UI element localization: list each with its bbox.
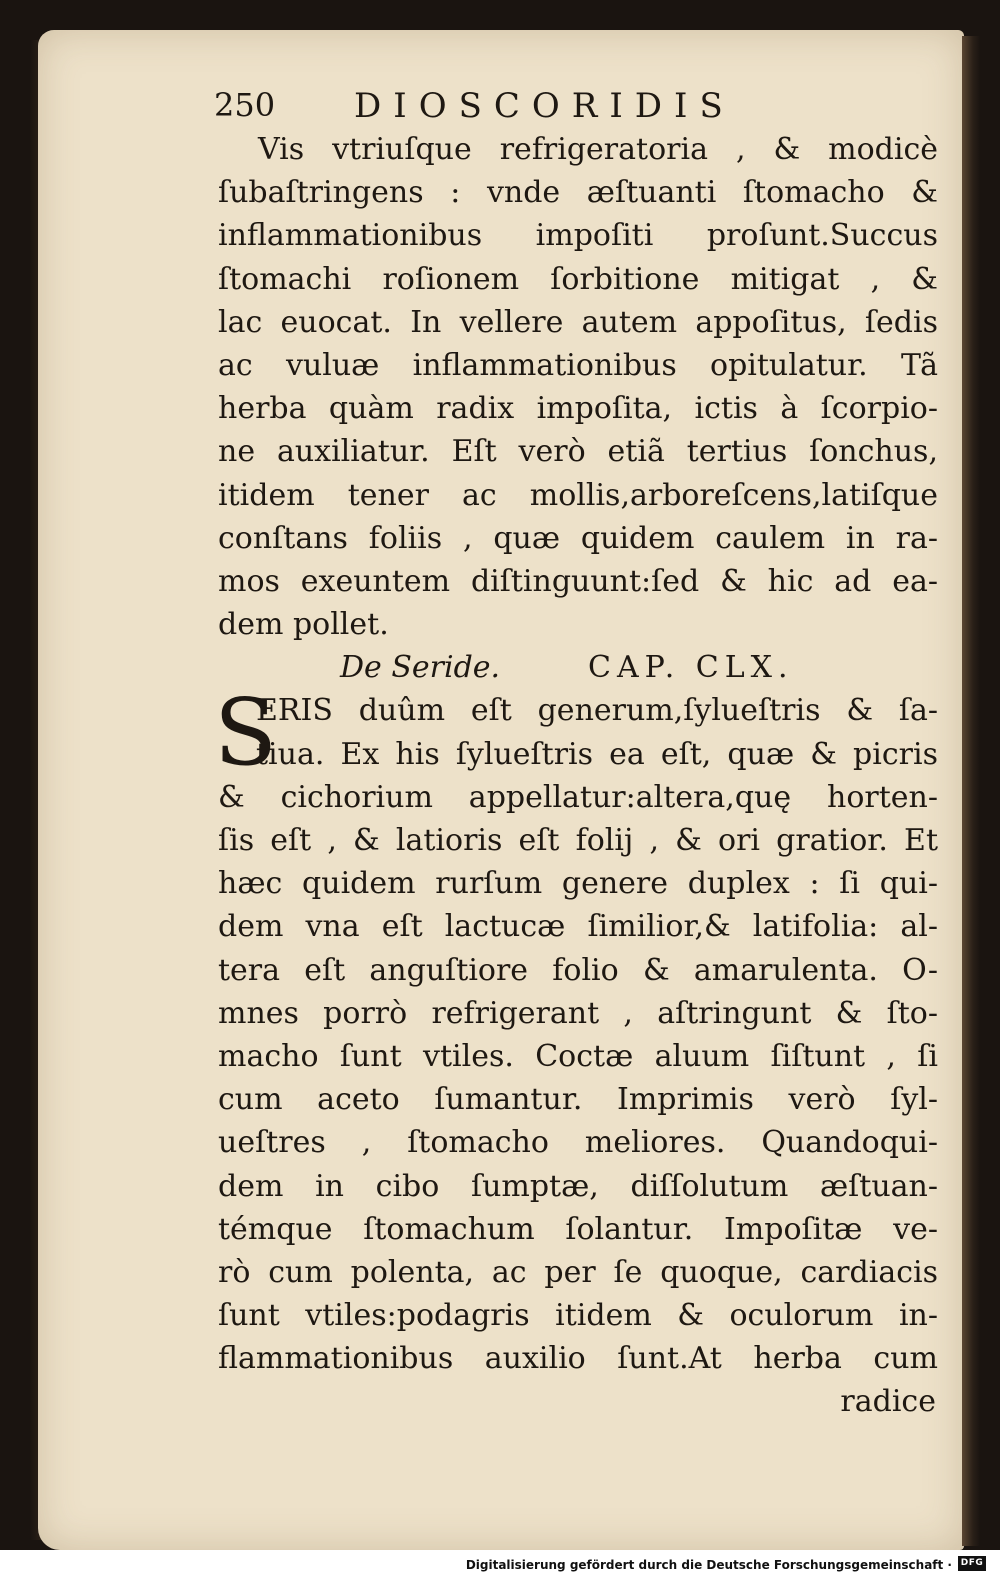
text-line: dem pollet. (218, 607, 389, 643)
text-line: témque ſtomachum ſolantur. Impoſitæ ve- (218, 1211, 938, 1247)
text-line: ueſtres , ſtomacho meliores. Quandoqui- (218, 1125, 938, 1161)
text-line: ERIS duûm eſt generum,ſylueſtris & ſa- (256, 693, 938, 729)
catchword: radice (840, 1384, 936, 1420)
text-line: ſunt vtiles:podagris itidem & oculorum in- (218, 1298, 938, 1334)
page-number: 250 (214, 86, 276, 124)
paragraph-1 (218, 128, 938, 646)
funding-notice: Digitalisierung gefördert durch die Deutsche Forschungsgemeinschaft · (465, 1558, 952, 1572)
drop-initial: S (214, 679, 278, 787)
chapter-number: CAP. CLX. (588, 650, 794, 686)
text-line: ſis eſt , & latioris eſt folij , & ori gratior. Et (218, 823, 938, 858)
text-line: dem vna eſt lactucæ ſimilior,& latifolia: al- (218, 909, 938, 945)
text-line: & cichorium appellatur:altera,quę horten- (218, 779, 938, 815)
text-line: conſtans foliis , quæ quidem caulem in ra- (218, 520, 938, 556)
text-line: macho ſunt vtiles. Coctæ aluum ſiſtunt , ſi (218, 1038, 938, 1074)
text-line: herba quàm radix impoſita, ictis à ſcorpio- (218, 391, 938, 427)
dfg-logo-icon: DFG (958, 1556, 986, 1571)
text-line: flammationibus auxilio ſunt.At herba cum (218, 1341, 938, 1377)
text-line: inflammationibus impoſiti proſunt.Succus (218, 218, 938, 254)
text-line: ſubaſtringens : vnde æſtuanti ſtomacho & (218, 175, 938, 211)
running-header (214, 86, 938, 128)
page-text (214, 86, 938, 1424)
chapter-heading (218, 646, 938, 689)
text-line: itidem tener ac mollis,arboreſcens,latiſque (218, 477, 938, 513)
digitization-footer (0, 1550, 1000, 1587)
text-line: mos exeuntem diſtinguunt:ſed & hic ad ea- (218, 563, 938, 599)
page-edge (962, 36, 980, 1546)
running-title: DIOSCORIDIS (354, 86, 735, 126)
text-line: ac vuluæ inflammationibus opitulatur. Tã (218, 347, 938, 383)
text-line: Vis vtriuſque refrigeratoria , & modicè (258, 132, 938, 167)
text-line: dem in cibo ſumptæ, diſſolutum æſtuan- (218, 1168, 938, 1204)
chapter-title: De Seride. (340, 650, 501, 686)
text-line: hæc quidem rurſum genere duplex : ſi qui- (218, 866, 938, 902)
text-line: rò cum polenta, ac per ſe quoque, cardiacis (218, 1254, 938, 1290)
paragraph-2 (214, 679, 938, 1380)
text-line: lac euocat. In vellere autem appoſitus, ſedis (218, 304, 938, 340)
text-line: tera eſt anguſtiore folio & amarulenta. O- (218, 952, 938, 988)
text-line: mnes porrò refrigerant , aſtringunt & ſto- (218, 995, 938, 1031)
text-line: ſtomachi roſionem ſorbitione mitigat , & (218, 261, 938, 297)
text-line: cum aceto ſumantur. Imprimis verò ſyl- (218, 1082, 938, 1118)
text-line: tiua. Ex his ſylueſtris ea eſt, quæ & picris (256, 736, 938, 772)
text-line: ne auxiliatur. Eſt verò etiã tertius ſonchus, (218, 434, 938, 470)
